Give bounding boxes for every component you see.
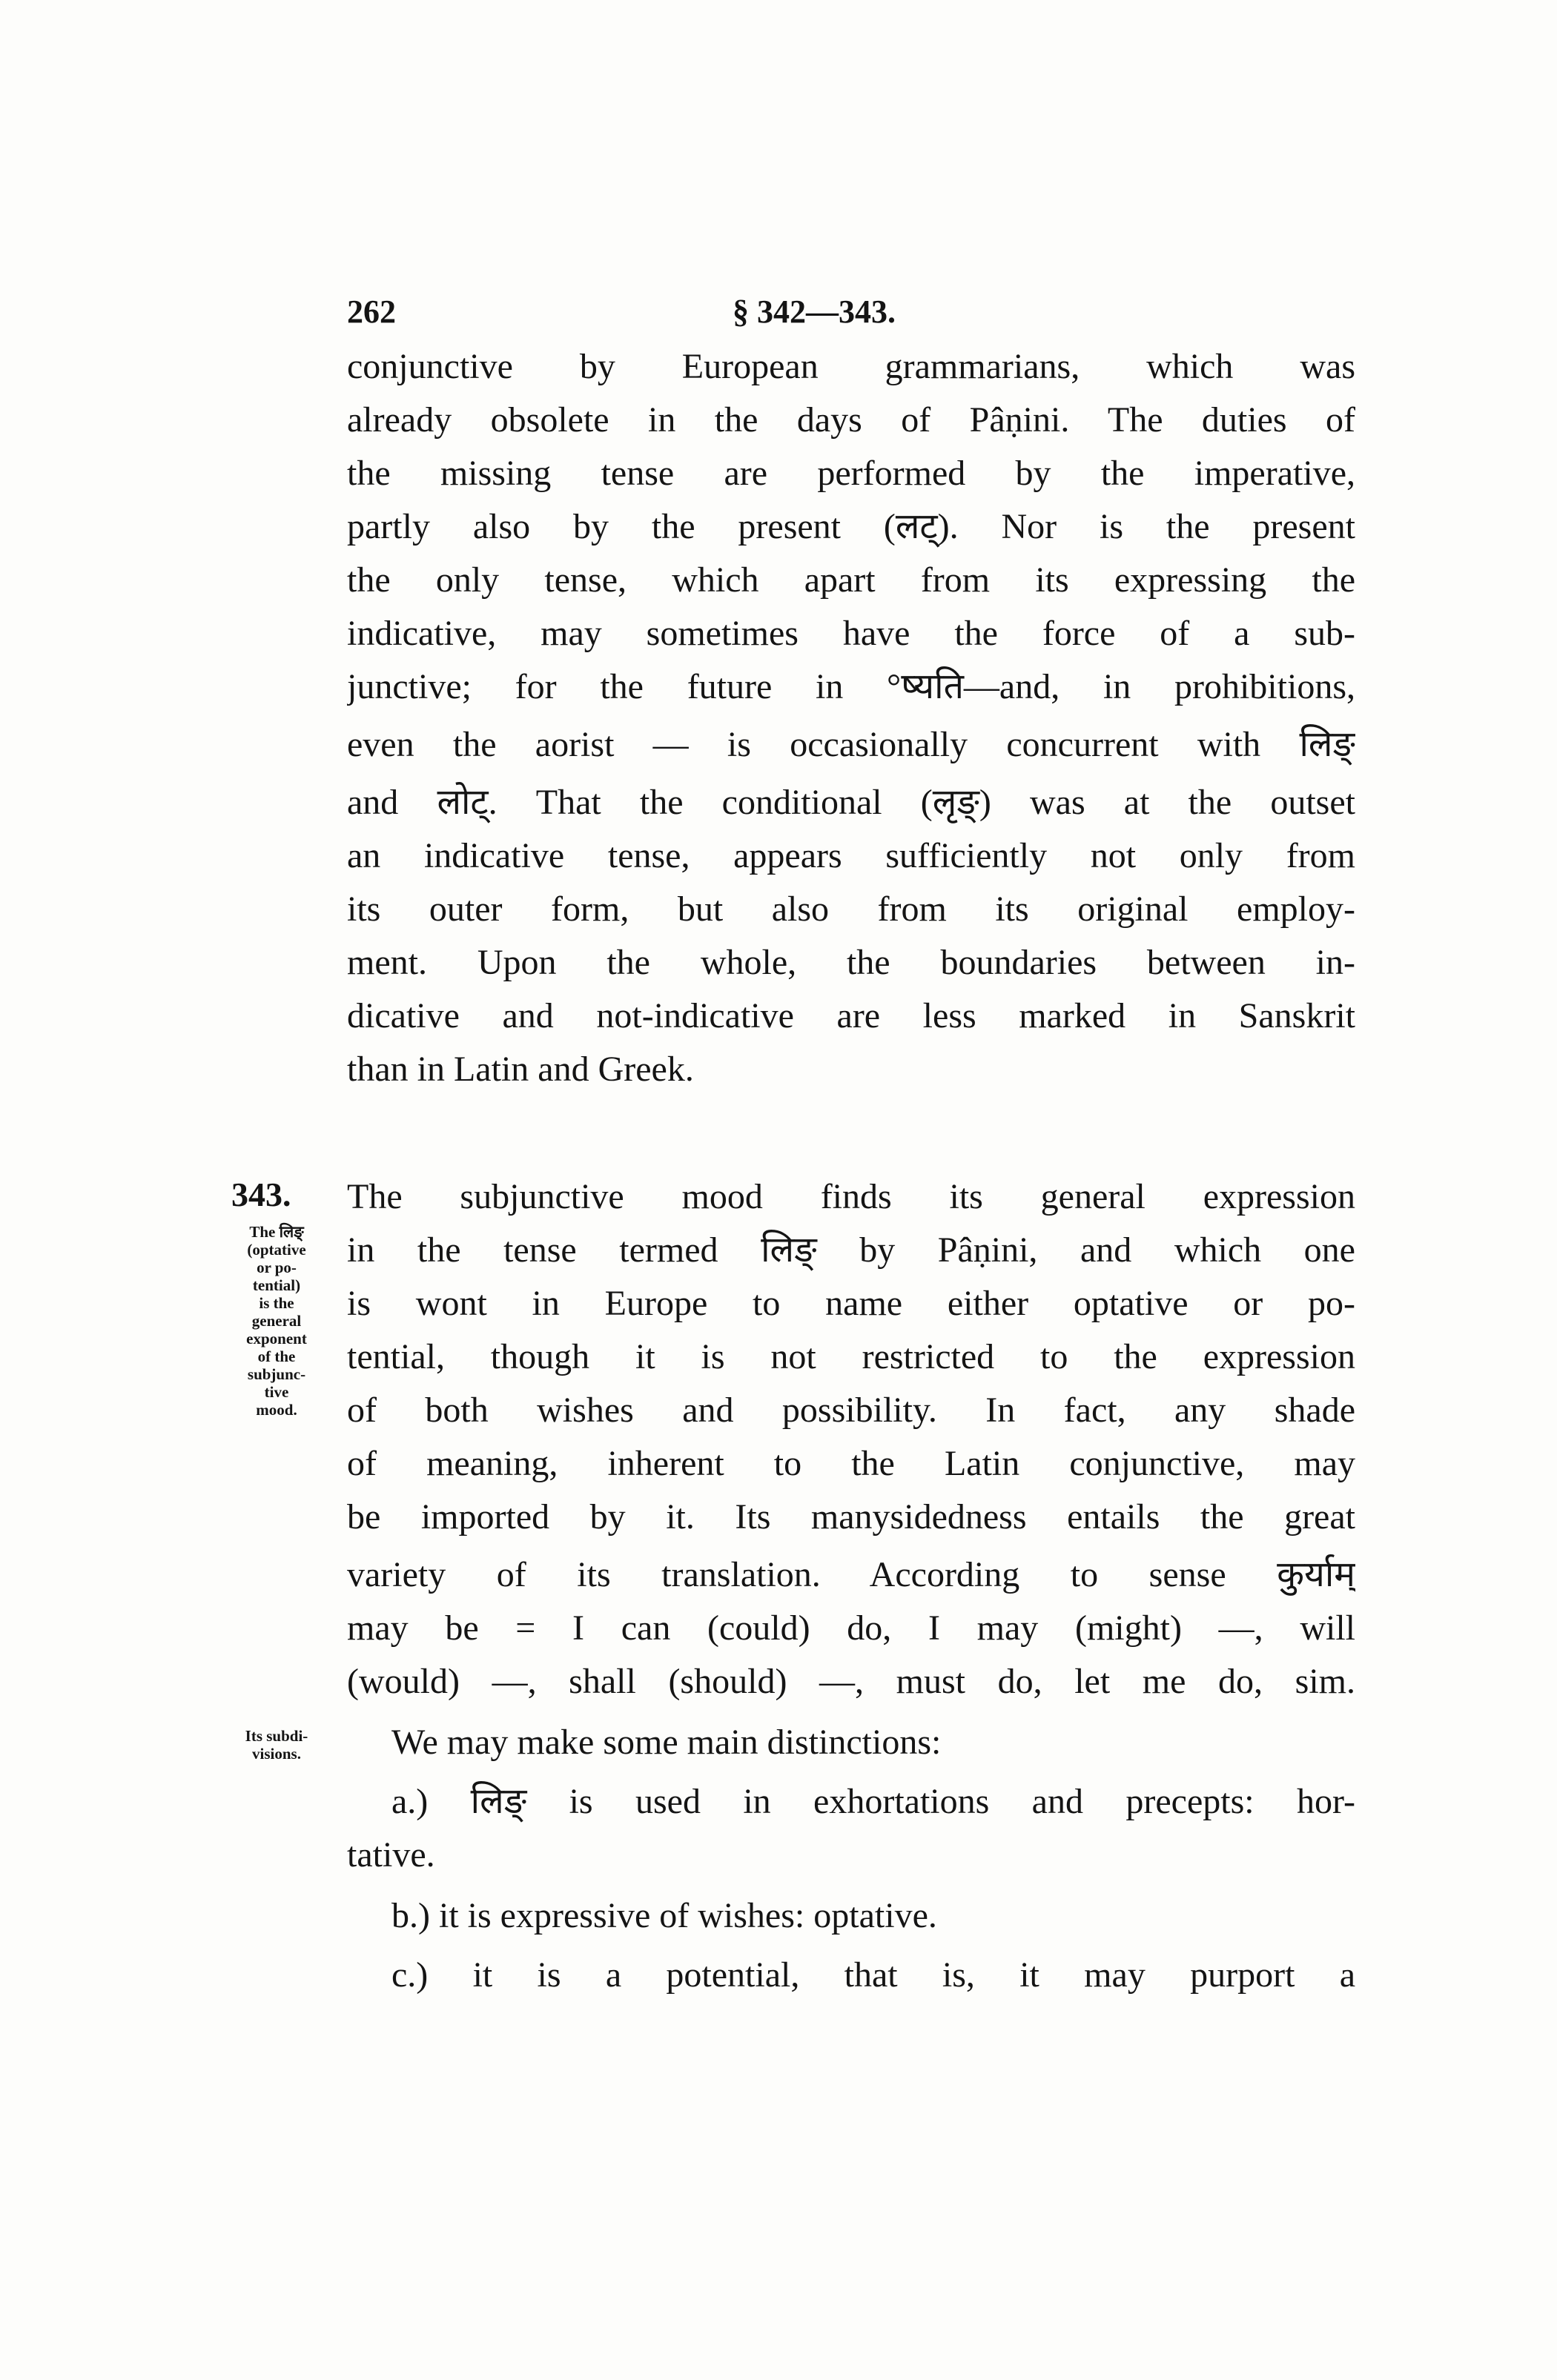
text-line: The subjunctive mood finds its general expression — [347, 1177, 1355, 1216]
text-line: of both wishes and possibility. In fact, any shade — [347, 1390, 1355, 1430]
text-line: tative. — [347, 1835, 435, 1875]
text-line: in the tense termed लिङ् by Pâṇini, and which one — [347, 1230, 1355, 1270]
margin-note-line: tential) — [252, 1276, 301, 1294]
margin-note-line: general — [251, 1312, 302, 1330]
text-line: may be = I can (could) do, I may (might) —, will — [347, 1608, 1355, 1648]
margin-note-line: (optative — [247, 1241, 306, 1259]
margin-note-subdivisions — [214, 1727, 340, 1763]
margin-note-line: subjunc- — [247, 1365, 306, 1383]
running-header — [347, 293, 1355, 337]
text-line: and लोट्. That the conditional (लृङ्) was at the outset — [347, 783, 1355, 822]
section-range: § 342—343. — [733, 294, 896, 330]
section-number: 343. — [231, 1176, 291, 1213]
text-line: conjunctive by European grammarians, which was — [347, 347, 1355, 386]
text-line: c.) it is a potential, that is, it may purport a — [391, 1955, 1355, 1995]
margin-note-line: is the — [259, 1294, 294, 1312]
text-line: be imported by it. Its manysidedness entails the great — [347, 1497, 1355, 1537]
text-line: a.) लिङ् is used in exhortations and precepts: hor- — [391, 1782, 1355, 1821]
margin-note-line: tive — [264, 1383, 289, 1401]
margin-note-line: Its subdi- — [245, 1727, 308, 1745]
page-number: 262 — [347, 294, 396, 330]
margin-note-optative — [214, 1223, 340, 1419]
text-line: tential, though it is not restricted to the expression — [347, 1337, 1355, 1376]
text-line: b.) it is expressive of wishes: optative. — [391, 1896, 937, 1935]
text-line: the missing tense are performed by the imperative, — [347, 454, 1355, 493]
text-line: even the aorist — is occasionally concurrent with लिङ् — [347, 725, 1355, 764]
margin-note-line: The लिङ् — [249, 1223, 304, 1241]
text-line: dicative and not-indicative are less marked in Sanskrit — [347, 996, 1355, 1035]
margin-note-line: or po- — [257, 1259, 297, 1276]
text-line: than in Latin and Greek. — [347, 1050, 694, 1089]
text-line: indicative, may sometimes have the force of a sub- — [347, 614, 1355, 653]
margin-note-line: visions. — [252, 1745, 301, 1763]
text-line: We may make some main distinctions: — [391, 1723, 942, 1762]
text-line: partly also by the present (लट्). Nor is the present — [347, 507, 1355, 546]
text-line: the only tense, which apart from its expressing the — [347, 560, 1355, 600]
text-line: variety of its translation. According to sense कुर्याम् — [347, 1555, 1355, 1594]
text-line: already obsolete in the days of Pâṇini. The duties of — [347, 400, 1355, 440]
margin-note-line: of the — [257, 1348, 296, 1365]
text-line: its outer form, but also from its original employ- — [347, 889, 1355, 929]
text-line: an indicative tense, appears sufficiently not only from — [347, 836, 1355, 875]
margin-note-line: exponent — [246, 1330, 307, 1348]
text-line: ment. Upon the whole, the boundaries between in- — [347, 943, 1355, 982]
text-line: (would) —, shall (should) —, must do, let me do, sim. — [347, 1662, 1355, 1701]
text-line: junctive; for the future in °ष्यति—and, in prohibitions, — [347, 667, 1355, 706]
margin-note-line: mood. — [256, 1401, 297, 1419]
text-line: is wont in Europe to name either optative or po- — [347, 1284, 1355, 1323]
text-line: of meaning, inherent to the Latin conjunctive, may — [347, 1444, 1355, 1483]
